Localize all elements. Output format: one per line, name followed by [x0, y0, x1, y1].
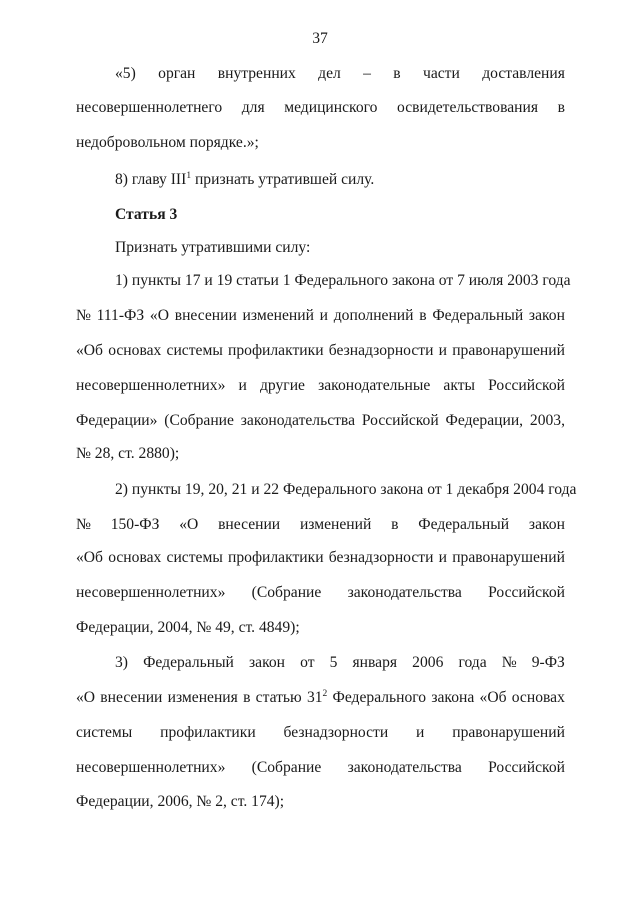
article-heading: Статья 3	[115, 206, 178, 223]
item-8-chapter-repeal: 8) главу III$^1$ признать утратившей силу.	[115, 171, 375, 188]
item-2-line-4: несовершеннолетних» (Собрание законодательства Российской	[76, 584, 565, 601]
item-2-line-3: «Об основах системы профилактики безнадзорности и правонарушений	[76, 549, 565, 566]
item-2-line-5: Федерации, 2004, № 49, ст. 4849);	[76, 619, 300, 636]
item-3-line-5: Федерации, 2006, № 2, ст. 174);	[76, 793, 285, 810]
item-3-line-1: 3) Федеральный закон от 5 января 2006 года № 9-ФЗ	[115, 654, 565, 671]
amendment-5-line-1: «5) орган внутренних дел – в части доставления	[115, 65, 565, 82]
item-3-line-2: «О внесении изменения в статью $31^2$ Федерального закона «Об основах	[76, 689, 565, 706]
item-1-line-3: «Об основах системы профилактики безнадзорности и правонарушений	[76, 342, 565, 359]
page-number: 37	[312, 30, 328, 47]
item-1-line-2: № 111-ФЗ «О внесении изменений и дополнений в Федеральный закон	[76, 307, 565, 324]
item-1-line-4: несовершеннолетних» и другие законодательные акты Российской	[76, 377, 565, 394]
article-intro: Признать утратившими силу:	[115, 239, 311, 256]
item-3-line-4: несовершеннолетних» (Собрание законодательства Российской	[76, 759, 565, 776]
item-3-line-3: системы профилактики безнадзорности и правонарушений	[76, 724, 565, 741]
item-2-line-1: 2) пункты 19, 20, 21 и 22 Федерального закона от 1 декабря 2004 года	[115, 481, 577, 498]
item-1-line-5: Федерации» (Собрание законодательства Российской Федерации, 2003,	[76, 412, 565, 429]
item-2-line-2: № 150-ФЗ «О внесении изменений в Федеральный закон	[76, 516, 565, 533]
amendment-5-line-3: недобровольном порядке.»;	[76, 134, 259, 151]
amendment-5-line-2: несовершеннолетнего для медицинского освидетельствования в	[76, 99, 565, 116]
item-1-line-1: 1) пункты 17 и 19 статьи 1 Федерального закона от 7 июля 2003 года	[115, 272, 571, 289]
item-1-line-6: № 28, ст. 2880);	[76, 445, 180, 462]
